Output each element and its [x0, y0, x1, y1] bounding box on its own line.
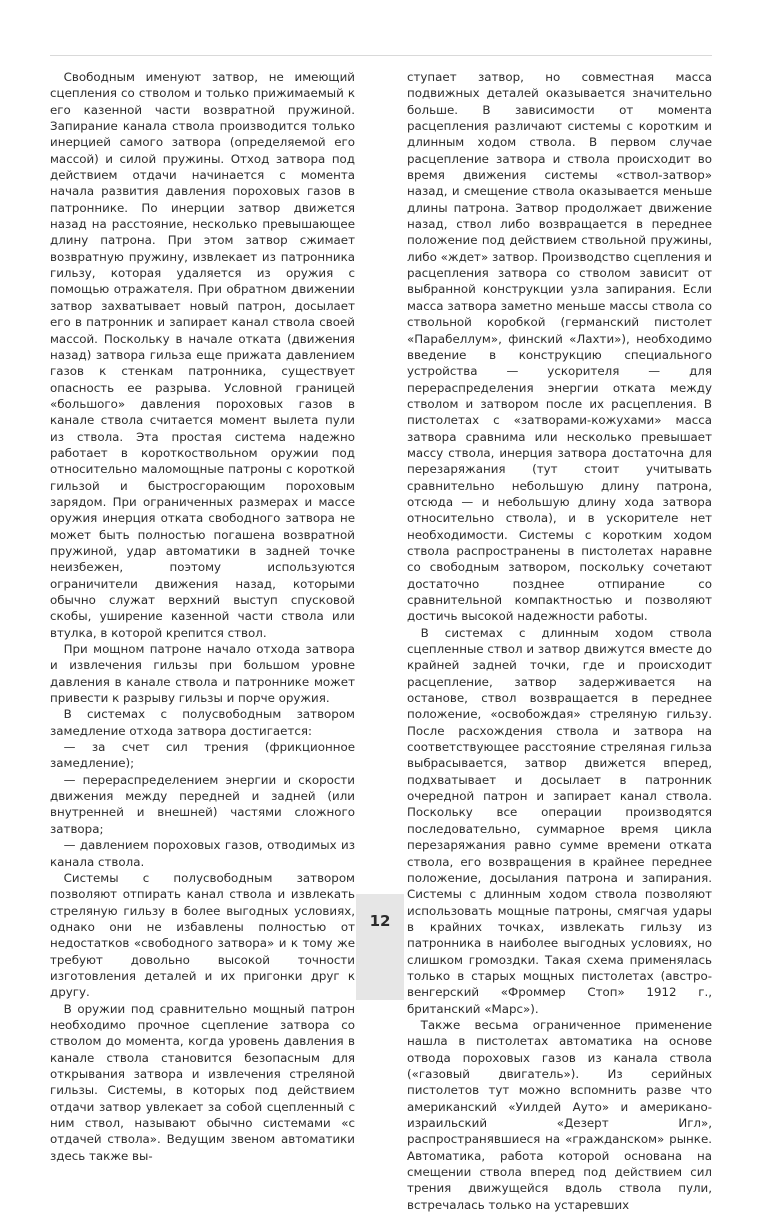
paragraph: При мощном патроне начало отхода затвора и извлечения гильзы при большом уровне давления в канале ствола и патроннике может привести к разрыву гильзы и порче оружия. — [50, 642, 355, 706]
header-rule — [50, 55, 712, 56]
page-number-tab — [356, 894, 404, 1000]
list-item: — давлением пороховых газов, отводимых из канала ствола. — [50, 838, 355, 869]
paragraph: Системы с полусвободным затвором позволяют отпирать канал ствола и извлекать стреляную гильзу в более выгодных условиях, однако они не избавлены полностью от недостатков «свободного затвора» и к тому же требуют довольно высокой точности изготовления деталей и их пригонки друг к другу. — [50, 870, 355, 1000]
paragraph: В системах с длинным ходом ствола сцепленные ствол и затвор движутся вместе до крайней задней точки, где и происходит расцепление, затвор задерживается на останове, ствол возвращается в переднее положение, «освобождая» стреляную гильзу. После расхождения ствола и затвора на соответствующее расстояние стреляная гильза выбрасывается, затвор движется вперед, подхватывает и досылает в патронник очередной патрон и запирает канал ствола. Поскольку все операции производятся последовательно, суммарное время цикла перезаряжания равно сумме времени отката ствола, его возвращения в крайнее переднее положение, досылания патрона и запирания. Системы с длинным ходом ствола позволяют использовать мощные патроны, смягчая удары в крайних точках, извлекать гильзу из патронника в наиболее выгодных условиях, но слишком громоздки. Такая схема применялась только в старых мощных пистолетах (австро-венгерский «Фроммер Стоп» 1912 г., британский «Марс»). — [407, 625, 712, 1016]
paragraph: В оружии под сравнительно мощный патрон необходимо прочное сцепление затвора со стволом до момента, когда уровень давления в канале ствола становится безопасным для открывания затвора и извлечения стреляной гильзы. Системы, в которых под действием отдачи затвор увлекает за собой сцепленный с ним ствол, называют обычно системами «с отдачей ствола». Ведущим звеном автоматики здесь также вы- — [50, 1001, 355, 1163]
right-column — [407, 69, 712, 1213]
page-number: 12 — [369, 912, 391, 930]
paragraph: Свободным именуют затвор, не имеющий сцепления со стволом и только прижимаемый к его казенной части возвратной пружиной. Запирание канала ствола производится только инерцией самого затвора (определяемой его массой) и силой пружины. Отход затвора под действием отдачи начинается с момента начала развития давления пороховых газов в патроннике. По инерции затвор движется назад на расстояние, несколько превышающее длину патрона. При этом затвор сжимает возвратную пружину, извлекает из патронника гильзу, которая удаляется из оружия с помощью отражателя. При обратном движении затвор захватывает новый патрон, досылает его в патронник и запирает канал ствола своей массой. Поскольку в начале отката (движения назад) затвора гильза еще прижата давлением газов к стенкам патронника, существует опасность ее разрыва. Условной границей «большого» давления пороховых газов в канале ствола считается момент вылета пули из ствола. Эта простая система надежно работает в короткоствольном оружии под относительно маломощные патроны с короткой гильзой и быстросгорающим пороховым зарядом. При ограниченных размерах и массе оружия инерция отката свободного затвора не может быть полностью погашена возвратной пружиной, удар автоматики в задней точке неизбежен, поэтому используются ограничители движения назад, которыми обычно служат верхний выступ спусковой скобы, уширение казенной части ствола или втулка, в которой крепится ствол. — [50, 70, 355, 640]
paragraph: ступает затвор, но совместная масса подвижных деталей оказывается значительно больше. В зависимости от момента расцепления различают системы с коротким и длинным ходом ствола. В первом случае расцепление затвора и ствола происходит во время движения системы «ствол-затвор» назад, и смещение ствола оказывается меньше длины патрона. Затвор продолжает движение назад, ствол либо возвращается в переднее положение под действием ствольной пружины, либо «ждет» затвор. Производство сцепления и расцепления затвора со стволом зависит от выбранной конструкции узла запирания. Если масса затвора заметно меньше массы ствола со ствольной коробкой (германский пистолет «Парабеллум», финский «Лахти»), необходимо введение в конструкцию специального устройства — ускорителя — для перераспределения энергии отката между стволом и затвором после их расцепления. В пистолетах с «затворами-кожухами» масса затвора сравнима или несколько превышает массу ствола, инерция затвора достаточна для перезаряжания (тут стоит учитывать сравнительно небольшую длину патрона, отсюда — и небольшую длину хода затвора относительно ствола), и в ускорителе нет необходимости. Системы с коротким ходом ствола распространены в пистолетах наравне со свободным затвором, поскольку сочетают достаточно позднее отпирание со сравнительной компактностью и позволяют достичь высокой надежности работы. — [407, 70, 712, 624]
paragraph: В системах с полусвободным затвором замедление отхода затвора достигается: — [50, 707, 355, 738]
list-item: — за счет сил трения (фрикционное замедление); — [50, 740, 355, 771]
paragraph: Также весьма ограниченное применение нашла в пистолетах автоматика на основе отвода пороховых газов из канала ствола («газовый двигатель»). Из серийных пистолетов тут можно вспомнить разве что американский «Уилдей Ауто» и американо-израильский «Дезерт Игл», распространявшиеся на «гражданском» рынке. Автоматика, работа которой основана на смещении ствола вперед под действием сил трения движущейся вдоль ствола пули, встречалась только на устаревших — [407, 1017, 712, 1212]
list-item: — перераспределением энергии и скорости движения между передней и задней (или внутренней и внешней) частями сложного затвора; — [50, 772, 355, 836]
